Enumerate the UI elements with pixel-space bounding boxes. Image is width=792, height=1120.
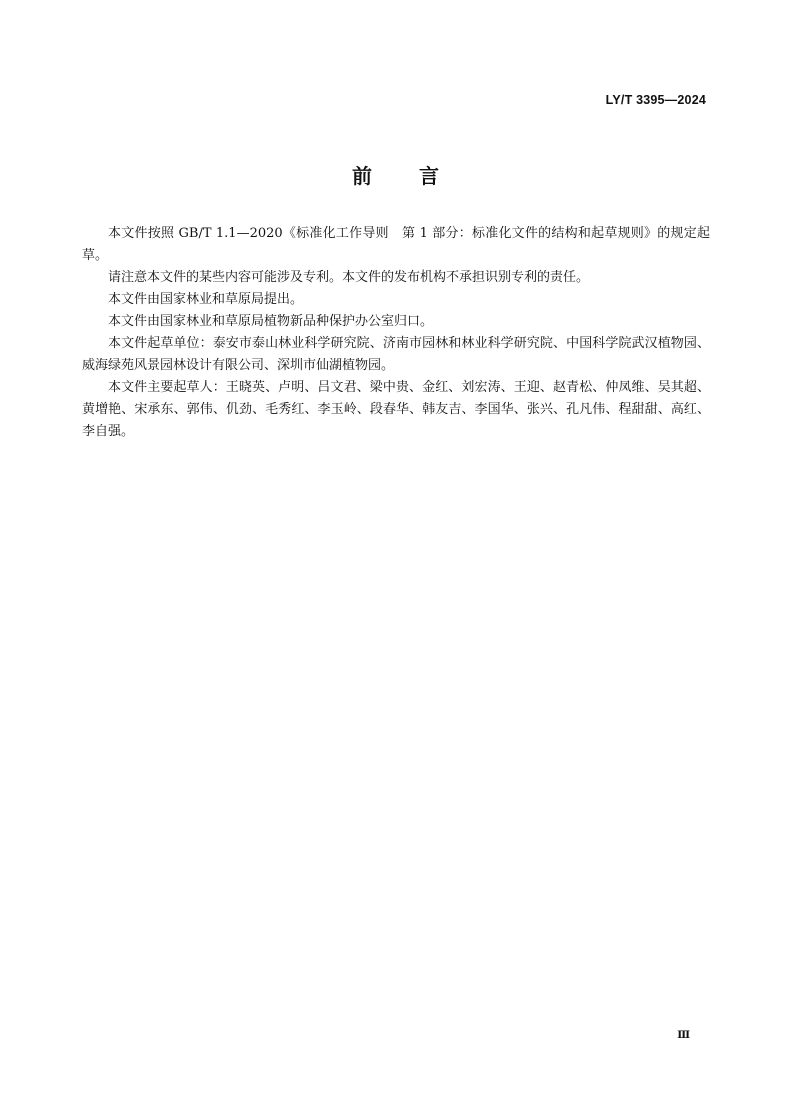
- page-number: Ⅲ: [677, 1029, 690, 1041]
- paragraph-drafting-rules: 本文件按照 GB/T 1.1—2020《标准化工作导则 第 1 部分：标准化文件的结构和起草规则》的规定起草。: [82, 226, 710, 263]
- paragraph-patent-notice: 请注意本文件的某些内容可能涉及专利。本文件的发布机构不承担识别专利的责任。: [108, 270, 590, 285]
- paragraph-drafters: 本文件主要起草人：王晓英、卢明、吕文君、梁中贵、金红、刘宏涛、王迎、赵青松、仲凤维、吴其超、黄增艳、宋承东、郭伟、仉劲、毛秀红、李玉岭、段春华、韩友吉、李国华、张兴、孔凡伟、程甜甜、高红、李自强。: [82, 380, 710, 439]
- document-code: LY/T 3395—2024: [605, 93, 706, 107]
- foreword-body: [82, 223, 710, 443]
- title-char-2: 言: [419, 164, 440, 188]
- title-char-1: 前: [352, 164, 373, 188]
- paragraph-drafting-units: 本文件起草单位：泰安市泰山林业科学研究院、济南市园林和林业科学研究院、中国科学院武汉植物园、威海绿苑风景园林设计有限公司、深圳市仙湖植物园。: [82, 336, 710, 373]
- paragraph-responsible-unit: 本文件由国家林业和草原局植物新品种保护办公室归口。: [108, 314, 434, 329]
- paragraph-proposer: 本文件由国家林业和草原局提出。: [108, 292, 304, 307]
- page-title: [0, 160, 792, 189]
